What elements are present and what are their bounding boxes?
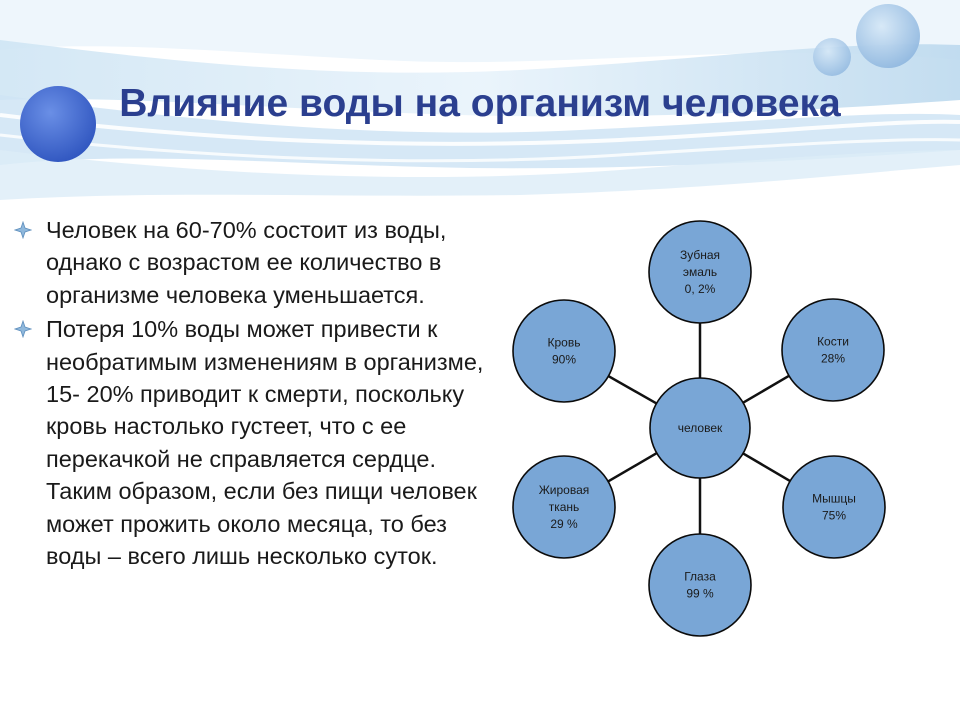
node-circle [513, 300, 615, 402]
bullet-text: Человек на 60-70% состоит из воды, однако с возрастом ее количество в организме человека уменьшается. [46, 217, 447, 308]
node-label: эмаль [682, 265, 718, 279]
decorative-light-ball-small [813, 38, 851, 76]
diamond-bullet-icon [14, 320, 32, 338]
connector-blood [608, 376, 656, 403]
node-label: Кости [817, 334, 849, 349]
node-label: Кровь [547, 335, 581, 350]
node-label: 99 % [686, 586, 714, 601]
node-label: ткань [548, 500, 580, 514]
node-circle [783, 456, 885, 558]
node-label: 0, 2% [684, 282, 716, 296]
connector-bones [743, 376, 789, 403]
node-bones [782, 299, 884, 401]
connector-fat [608, 453, 657, 481]
bullet-item [14, 214, 494, 311]
diamond-bullet-icon [14, 221, 32, 239]
node-label: 75% [821, 508, 847, 523]
node-blood [513, 300, 615, 402]
node-eyes [649, 534, 751, 636]
slide-title: Влияние воды на организм человека [119, 82, 841, 125]
bullet-list [14, 214, 494, 574]
decorative-light-ball-large [856, 4, 920, 68]
node-circle [782, 299, 884, 401]
node-label: 29 % [550, 517, 578, 531]
node-label: человек [677, 421, 723, 435]
node-label: Мышцы [812, 491, 856, 506]
center-node-center [650, 378, 750, 478]
node-label: Зубная [679, 248, 721, 262]
node-label: Глаза [684, 569, 716, 584]
bullet-item [14, 313, 494, 572]
bullet-text: Потеря 10% воды может привести к необратимым изменениям в организме, 15- 20% приводит к смерти, поскольку кровь настолько густеет, что с ее перекачкой не справляется сердце. Таким образом, если без пищи человек может прожить около месяца, то без воды – всего лишь несколько суток. [46, 316, 484, 570]
node-fat [513, 456, 615, 558]
node-label: 28% [820, 351, 846, 366]
connector-muscles [743, 453, 790, 481]
node-circle [649, 534, 751, 636]
node-label: 90% [551, 352, 577, 367]
water-content-diagram [500, 210, 920, 650]
node-enamel [649, 221, 751, 323]
node-muscles [783, 456, 885, 558]
node-label: Жировая [538, 483, 590, 497]
diagram-nodes [513, 221, 885, 636]
